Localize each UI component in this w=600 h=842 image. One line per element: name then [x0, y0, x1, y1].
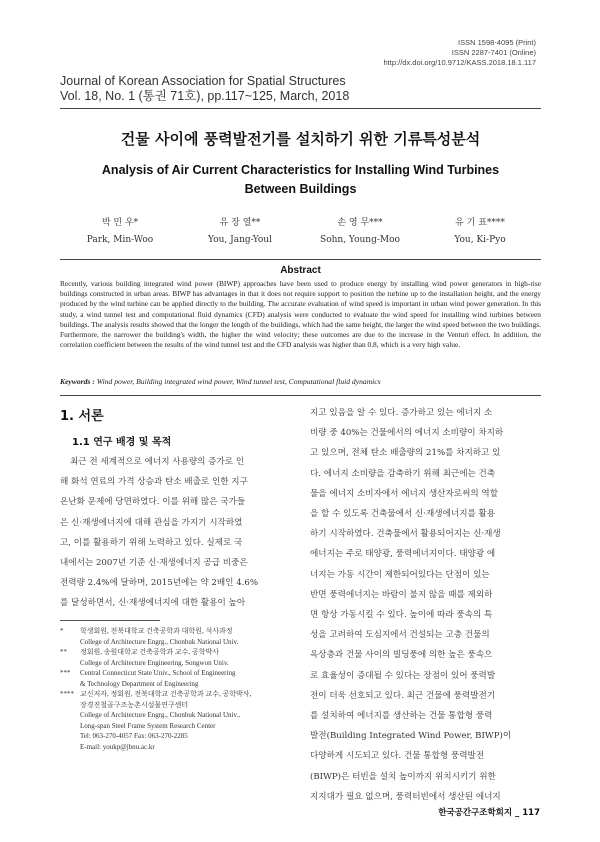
author — [300, 215, 420, 249]
keywords-text: Wind power, Building integrated wind power, Wind tunnel test, Computational fluid dynamics — [96, 377, 381, 386]
section-heading: 1. 서론 — [60, 409, 104, 424]
text-line: 를 달성하면서, 신·재생에너지에 대한 활용이 높아 — [60, 598, 246, 609]
abstract-top-rule — [60, 259, 541, 260]
footnote-line: Long-span Steel Frame System Research Center — [80, 721, 216, 730]
english-title-line1: Analysis of Air Current Characteristics for Installing Wind Turbines — [101, 163, 500, 177]
text-line: 온난화 문제에 당면하였다. 이를 위해 많은 국가들 — [60, 497, 246, 508]
footnote-mark: * — [60, 627, 64, 635]
text-line: 은 신·재생에너지에 대해 관심을 가지기 시작하였 — [60, 517, 243, 528]
footnote — [60, 626, 293, 647]
right-column-text — [310, 403, 541, 807]
issn-block — [384, 38, 536, 68]
footnote-line: 정회원, 송원대학교 건축공학과 교수, 공학박사 — [80, 648, 219, 656]
korean-title: 건물 사이에 풍력발전기를 설치하기 위한 기류특성분석 — [120, 130, 481, 148]
left-column-text — [60, 452, 293, 614]
footnote-line: 장경진철골구조농촌시설물연구센터 — [80, 700, 189, 709]
text-line: 발전(Building Integrated Wind Power, BIWP)이 — [310, 731, 512, 742]
keywords-label: Keywords : — [60, 377, 97, 386]
author-english: Sohn, Young-Moo — [320, 235, 400, 245]
page-footer: 한국공간구조학회지 _ 117 — [438, 808, 540, 818]
footnote-line: 학생회원, 전북대학교 건축공학과 대학원, 석사과정 — [80, 627, 233, 635]
author-korean: 손 영 무*** — [337, 218, 383, 228]
author — [420, 215, 540, 249]
text-line: 을 할 수 있도록 건축물에서 신·재생에너지를 활용 — [310, 509, 496, 520]
footnote — [60, 668, 293, 689]
text-line: 지지대가 필요 없으며, 풍력터빈에서 생산된 에너지 — [310, 791, 501, 802]
abstract-heading: Abstract — [280, 265, 321, 276]
text-line: 비량 중 40%는 건물에서의 에너지 소비량이 차지하 — [310, 428, 504, 439]
footnote-line: & Technology Department of Engineering — [80, 679, 199, 688]
text-line: 하기 시작하였다. 건축물에서 활용되어지는 신·재생 — [310, 529, 501, 540]
keywords-rule — [60, 395, 541, 396]
text-line: 고, 이를 활용하기 위해 노력하고 있다. 실제로 국 — [60, 537, 243, 548]
text-line: 면 항상 가동시킬 수 있다. 높이에 따라 풍속의 특 — [310, 610, 493, 621]
footnote-mark: ** — [60, 648, 67, 656]
text-line: 성을 고려하여 도심지에서 건설되는 고층 건물의 — [310, 630, 490, 641]
text-line: 지고 있음을 알 수 있다. 증가하고 있는 에너지 소 — [310, 408, 493, 418]
author — [60, 215, 180, 249]
footnote-line: College of Architecture Engrg., Chonbuk National Univ., — [80, 711, 240, 719]
text-line: 해 화석 연료의 가격 상승과 탄소 배출로 인한 지구 — [60, 477, 248, 488]
footnote — [60, 647, 293, 668]
header-rule — [60, 108, 541, 109]
doi-link[interactable]: http://dx.doi.org/10.9712/KASS.2018.18.1.117 — [383, 58, 536, 67]
issn-print: ISSN 1598-4095 (Print) — [458, 38, 536, 47]
footnote-email[interactable]: E-mail: youkp@jbnu.ac.kr — [80, 742, 155, 751]
author — [180, 215, 300, 249]
text-line: 다양하게 시도되고 있다. 건물 통합형 풍력발전 — [310, 751, 485, 762]
volume-line: Vol. 18, No. 1 (통권 71호), pp.117~125, March, 2018 — [60, 89, 350, 103]
abstract-text: Recently, various building integrated wind power (BIWP) approaches have been used to produce energy by installing wind power generators in high-rise buildings constructed in urban areas. BIWP has advantages in that it does not require support to position the turbine up to the installation height, and the energy produced by the wind turbine can be applied directly to the building. The accurate evaluation of wind speed is important in urban wind power generation. In this study, a wind tunnel test and computational fluid dynamics (CFD) analysis were conducted to evaluate the wind speed for installing wind turbines between buildings. The analysis results showed that the longer the length of the buildings, which had the same height, the larger the wind speed between the two buildings. Furthermore, the narrower the building's width, the higher the wind velocity; these outcomes are due to the increase in the Venturi effect. In addition, the correlation coefficient between the results of the wind tunnel test and the CFD analysis was higher than 0.8, which is a very high value. — [60, 279, 541, 350]
text-line: 반면 풍력에너지는 바람이 불지 않을 때를 제외하 — [310, 589, 493, 600]
footnotes — [60, 626, 293, 752]
english-title — [60, 161, 541, 199]
journal-name: Journal of Korean Association for Spatial Structures — [60, 74, 346, 88]
author-korean: 박 민 우* — [101, 218, 139, 228]
text-line: 로 효율성이 증대될 수 있다는 장점이 있어 풍력발 — [310, 670, 496, 681]
text-line: 내에서는 2007년 기준 신·재생에너지 공급 비중은 — [60, 558, 248, 569]
text-line: 옥상층과 건물 사이의 빌딩풍에 의한 높은 풍속으 — [310, 650, 493, 661]
text-line: 물을 에너지 소비자에서 에너지 생산자로써의 역할 — [310, 488, 498, 499]
issn-online: ISSN 2287-7401 (Online) — [451, 48, 536, 57]
author-english: Park, Min-Woo — [86, 235, 154, 245]
text-line: (BIWP)은 터빈을 설치 높이까지 위치시키기 위한 — [310, 771, 496, 782]
text-line: 너지는 가동 시간이 제한되어있다는 단점이 있는 — [310, 569, 490, 580]
text-line: 전력량 2.4%에 달하며, 2015년에는 약 2배인 4.6% — [60, 578, 259, 589]
text-line: 에너지는 주로 태양광, 풍력에너지이다. 태양광 에 — [310, 549, 496, 560]
footnote-mark: *** — [60, 669, 71, 677]
text-line: 다. 에너지 소비량을 감축하기 위해 최근에는 건축 — [310, 468, 496, 479]
author-english: You, Jang-Youl — [208, 235, 272, 245]
subsection-heading: 1.1 연구 배경 및 목적 — [72, 437, 172, 448]
author-korean: 유 기 표**** — [455, 218, 505, 228]
footnote-line: College of Architecture Engineering, Songwon Univ. — [80, 658, 229, 667]
footnote — [60, 689, 293, 752]
text-line: 를 설치하여 에너지를 생산하는 건물 통합형 풍력 — [310, 711, 493, 722]
journal-info — [60, 74, 349, 104]
footnote-line: Tel: 063-270-4057 Fax: 063-270-2285 — [80, 732, 188, 740]
footnote-line: 교신저자, 정회원, 전북대학교 건축공학과 교수, 공학박사, — [80, 690, 252, 698]
english-title-line2: Between Buildings — [244, 182, 357, 196]
text-line: 최근 전 세계적으로 에너지 사용량의 증가로 인 — [70, 457, 245, 467]
text-line: 전이 더욱 선호되고 있다. 최근 건물에 풍력발전기 — [310, 690, 496, 701]
author-english: You, Ki-Pyo — [454, 235, 506, 245]
footnote-line: Central Connecticut State Univ., School of Engineering — [80, 669, 236, 677]
footnote-rule — [60, 620, 160, 621]
author-korean: 유 장 열** — [219, 218, 261, 228]
footnote-mark: **** — [60, 690, 74, 698]
text-line: 고 있으며, 전체 탄소 배출량의 21%를 차지하고 있 — [310, 448, 501, 459]
footnote-line: College of Architecture Engrg., Chonbuk National Univ. — [80, 637, 239, 646]
keywords — [60, 377, 541, 386]
